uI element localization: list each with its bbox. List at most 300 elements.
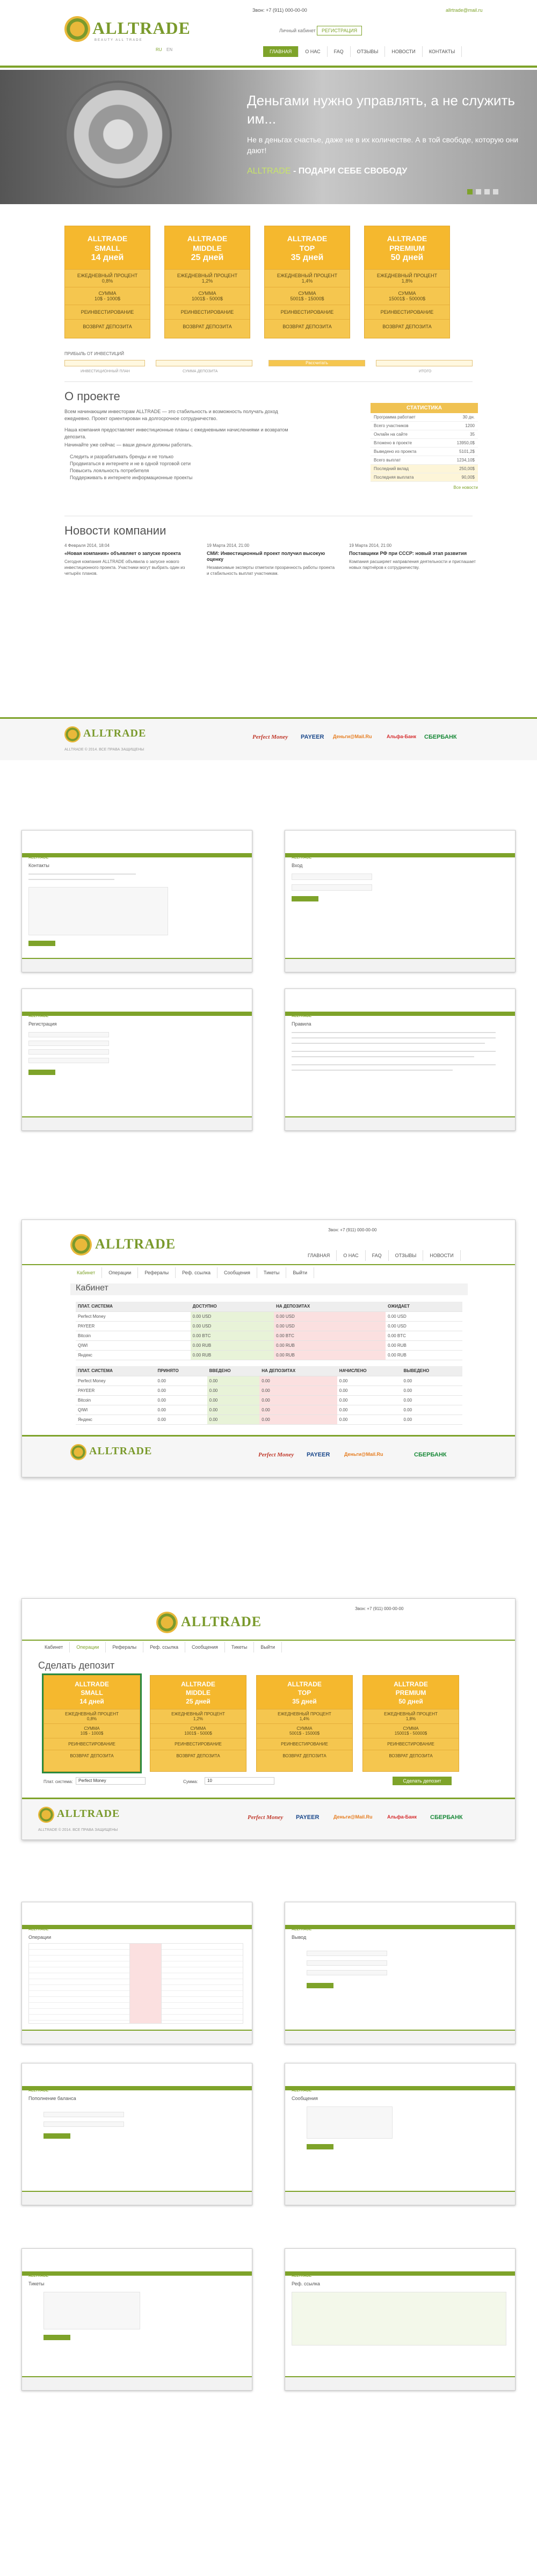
- table-cell: 0.00: [259, 1415, 337, 1424]
- header-phone: Звон: +7 (911) 000-00-00: [252, 8, 307, 13]
- sberbank-logo[interactable]: СБЕРБАНК: [424, 734, 457, 740]
- plan-card-small[interactable]: [43, 1675, 140, 1772]
- tab-operations[interactable]: Операции: [102, 1267, 138, 1278]
- table-row: [76, 1376, 462, 1386]
- table-cell: 0.00: [337, 1376, 402, 1386]
- thumb-title: Операции: [28, 1935, 52, 1940]
- thumb-rules[interactable]: [285, 988, 516, 1131]
- header-divider: [22, 1264, 516, 1265]
- table-cell: 0.00 USD: [386, 1311, 462, 1321]
- plan-rate-label: ЕЖЕДНЕВНЫЙ ПРОЦЕНТ: [277, 273, 338, 278]
- plan-name: MIDDLE: [193, 244, 222, 252]
- payeer-logo[interactable]: PAYEER: [296, 1814, 320, 1821]
- plan-sum-label: СУММА: [84, 1726, 100, 1731]
- plan-days: 35 дней: [292, 1698, 317, 1705]
- pay-system-label: Плат. система:: [43, 1779, 73, 1784]
- dengi-mail-logo[interactable]: Деньги@Mail.Ru: [333, 1814, 373, 1820]
- stats-row-value: 30 дн.: [462, 415, 475, 420]
- plan-brand: ALLTRADE: [394, 1680, 428, 1688]
- plan-refund: ВОЗВРАТ ДЕПОЗИТА: [65, 319, 150, 334]
- footer-copyright: ALLTRADE © 2014. ВСЕ ПРАВА ЗАЩИЩЕНЫ: [64, 748, 144, 752]
- hero-slogan-text: - ПОДАРИ СЕБЕ СВОБОДУ: [291, 167, 408, 176]
- logo-sun-icon: [64, 16, 90, 42]
- thumb-title: Тикеты: [28, 2281, 45, 2286]
- thumb-contacts[interactable]: [21, 830, 252, 972]
- stats-row-value: 1200: [465, 423, 475, 428]
- plan-reinvest: РЕИНВЕСТИРОВАНИЕ: [165, 305, 250, 319]
- table-cell: 0.00 RUB: [386, 1350, 462, 1360]
- news-text: Независимые эксперты отметили прозрачность работы проекта и стабильность выплат участникам.: [207, 565, 335, 576]
- about-bullet: Продвигаться в интернете и не в одной торговой сети: [70, 461, 191, 466]
- thumb-brand: ALLTRADE: [28, 856, 49, 860]
- footer-logo-text: ALLTRADE: [83, 727, 147, 739]
- footer-logo-icon: [70, 1444, 86, 1460]
- plan-refund: ВОЗВРАТ ДЕПОЗИТА: [150, 1750, 246, 1762]
- column-header: ПРИНЯТО: [155, 1366, 207, 1376]
- table-cell: QIWI: [76, 1405, 155, 1415]
- plan-card-top[interactable]: [256, 1675, 353, 1772]
- stats-row-value: 13950,0$: [456, 441, 475, 445]
- thumb-topup[interactable]: [21, 2063, 252, 2205]
- table-cell: 0.00 BTC: [274, 1331, 386, 1340]
- thumb-withdraw[interactable]: [285, 1902, 516, 2044]
- hero-title: Деньгами нужно управлять, а не служить им...: [247, 92, 515, 127]
- table-cell: 0.00: [207, 1386, 260, 1395]
- stats-row-value: 1234,10$: [456, 458, 475, 463]
- calc-result: [376, 360, 473, 366]
- stats-row-value: 90,00$: [461, 475, 475, 480]
- hero-banner: [0, 70, 537, 204]
- table-cell: PAYEER: [76, 1321, 191, 1331]
- plan-days: 14 дней: [79, 1698, 104, 1705]
- plan-reinvest: РЕИНВЕСТИРОВАНИЕ: [365, 305, 449, 319]
- plan-days: 50 дней: [390, 253, 424, 262]
- footer-logo-icon: [38, 1807, 54, 1823]
- plan-rate: 1,2%: [201, 278, 213, 284]
- cabinet-screenshot: [21, 1220, 516, 1477]
- perfect-money-logo[interactable]: Perfect Money: [248, 1814, 284, 1821]
- table-cell: Bitcoin: [76, 1395, 155, 1405]
- tab-logout[interactable]: Выйти: [254, 1642, 282, 1653]
- thumb-brand: ALLTRADE: [292, 2089, 312, 2093]
- plan-rate: 1,4%: [301, 278, 313, 284]
- plan-days: 25 дней: [186, 1698, 211, 1705]
- column-header: ВВЕДЕНО: [207, 1366, 260, 1376]
- plan-cards: [64, 226, 450, 338]
- news-headline[interactable]: «Новая компания» объявляет о запуске проекта: [64, 551, 181, 556]
- logo-text[interactable]: ALLTRADE: [181, 1614, 262, 1629]
- main-nav: [301, 1250, 461, 1261]
- tab-tickets[interactable]: Тикеты: [257, 1267, 286, 1278]
- table-header: [76, 1302, 462, 1311]
- table-cell: 0.00 USD: [191, 1321, 274, 1331]
- stats-row: [371, 439, 478, 448]
- payeer-logo[interactable]: PAYEER: [307, 1452, 330, 1458]
- plan-name: PREMIUM: [389, 244, 425, 252]
- slider-dots: [467, 189, 498, 194]
- table-cell: 0.00: [401, 1376, 462, 1386]
- plan-reinvest: РЕИНВЕСТИРОВАНИЕ: [65, 305, 150, 319]
- stats-row-label: Программа работает: [374, 415, 416, 420]
- table-cell: 0.00 RUB: [386, 1340, 462, 1350]
- table-cell: 0.00: [207, 1405, 260, 1415]
- plan-brand: ALLTRADE: [181, 1680, 215, 1688]
- table-cell: 0.00: [207, 1415, 260, 1424]
- thumb-register[interactable]: [21, 988, 252, 1131]
- plan-brand: ALLTRADE: [287, 1680, 322, 1688]
- divider: [64, 381, 473, 382]
- plan-card-premium[interactable]: [362, 1675, 459, 1772]
- plan-name: SMALL: [94, 244, 121, 252]
- plan-rate: 1,4%: [299, 1716, 310, 1721]
- plan-rate-label: ЕЖЕДНЕВНЫЙ ПРОЦЕНТ: [278, 1712, 331, 1716]
- footer-logo-text: ALLTRADE: [89, 1445, 153, 1457]
- column-header: НА ДЕПОЗИТАХ: [274, 1302, 386, 1311]
- plan-sum: 1001$ - 5000$: [184, 1731, 212, 1736]
- news-text: Сегодня компания ALLTRADE объявила о запуске нового инвестиционного проекта. Участники могут выбрать один из четырёх планов.: [64, 559, 185, 576]
- table-cell: 0.00: [155, 1415, 207, 1424]
- table-cell: 0.00 RUB: [191, 1340, 274, 1350]
- thumb-operations[interactable]: [21, 1902, 252, 2044]
- thumb-title: Контакты: [28, 863, 49, 868]
- table-cell: Perfect Money: [76, 1311, 191, 1321]
- footer-copyright: ALLTRADE © 2014. ВСЕ ПРАВА ЗАЩИЩЕНЫ: [38, 1828, 118, 1832]
- plan-sum-label: СУММА: [398, 291, 416, 296]
- news-item[interactable]: [207, 543, 336, 576]
- plan-card-middle[interactable]: [164, 226, 250, 338]
- plan-sum: 15001$ - 50000$: [388, 296, 426, 301]
- slider-dot[interactable]: [493, 189, 498, 194]
- table-cell: Bitcoin: [76, 1331, 191, 1340]
- plan-card-small[interactable]: [64, 226, 150, 338]
- perfect-money-logo[interactable]: Perfect Money: [252, 734, 288, 740]
- alfa-bank-logo[interactable]: Альфа-Банк: [387, 1814, 417, 1820]
- calc-label-total: ИТОГО: [419, 370, 432, 373]
- table-cell: 0.00: [155, 1395, 207, 1405]
- tab-ref-link[interactable]: Реф. ссылка: [176, 1267, 217, 1278]
- site-footer: [22, 1435, 516, 1477]
- about-section: [0, 405, 537, 720]
- nav-home[interactable]: ГЛАВНАЯ: [263, 46, 299, 57]
- plan-brand: ALLTRADE: [187, 234, 228, 243]
- thumb-title: Регистрация: [28, 1021, 57, 1027]
- table-cell: 0.00: [259, 1395, 337, 1405]
- plan-rate-label: ЕЖЕДНЕВНЫЙ ПРОЦЕНТ: [171, 1712, 225, 1716]
- stats-title: СТАТИСТИКА: [371, 403, 478, 413]
- plan-rate-label: ЕЖЕДНЕВНЫЙ ПРОЦЕНТ: [376, 273, 438, 278]
- stats-row: [371, 448, 478, 456]
- lang-ru[interactable]: RU: [156, 47, 162, 52]
- stats-row: [371, 413, 478, 422]
- login-link[interactable]: Личный кабинет: [279, 28, 316, 33]
- plan-rate: 0,8%: [86, 1716, 97, 1721]
- thumb-brand: ALLTRADE: [292, 2274, 312, 2278]
- register-button[interactable]: РЕГИСТРАЦИЯ: [317, 26, 362, 35]
- about-bullets: [70, 453, 301, 481]
- plan-days: 14 дней: [91, 253, 124, 262]
- table-cell: 0.00: [155, 1386, 207, 1395]
- tab-operations[interactable]: Операции: [70, 1642, 106, 1653]
- table-cell: 0.00: [259, 1376, 337, 1386]
- table-row: [76, 1331, 462, 1340]
- plan-rate: 1,8%: [401, 278, 413, 284]
- table-cell: PAYEER: [76, 1386, 155, 1395]
- thumb-brand: ALLTRADE: [292, 1014, 312, 1019]
- plan-rate-label: ЕЖЕДНЕВНЫЙ ПРОЦЕНТ: [177, 273, 238, 278]
- plan-reinvest: РЕИНВЕСТИРОВАНИЕ: [265, 305, 350, 319]
- stats-row-value: 35: [470, 432, 475, 437]
- plan-sum: 10$ - 1000$: [80, 1731, 104, 1736]
- table-cell: Яндекс: [76, 1350, 191, 1360]
- thumb-title: Пополнение баланса: [28, 2096, 76, 2101]
- plan-name: SMALL: [81, 1689, 103, 1697]
- logo-sun-icon: [70, 1234, 92, 1255]
- stats-row-label: Онлайн на сайте: [374, 432, 408, 437]
- plan-brand: ALLTRADE: [287, 234, 328, 243]
- tab-messages[interactable]: Сообщения: [185, 1642, 225, 1653]
- thumb-title: Вывод: [292, 1935, 307, 1940]
- about-title: О проекте: [64, 389, 120, 403]
- slider-dot[interactable]: [484, 189, 490, 194]
- sberbank-logo[interactable]: СБЕРБАНК: [414, 1452, 447, 1458]
- tab-cabinet[interactable]: Кабинет: [38, 1642, 70, 1653]
- make-deposit-button[interactable]: Сделать депозит: [393, 1777, 452, 1785]
- thumb-title: Реф. ссылка: [292, 2281, 320, 2286]
- plan-card-top[interactable]: [264, 226, 350, 338]
- plan-refund: ВОЗВРАТ ДЕПОЗИТА: [365, 319, 449, 334]
- thumb-brand: ALLTRADE: [28, 2274, 49, 2278]
- plan-refund: ВОЗВРАТ ДЕПОЗИТА: [265, 319, 350, 334]
- thumb-tickets[interactable]: [21, 2248, 252, 2391]
- plan-name: MIDDLE: [186, 1689, 211, 1697]
- table-cell: 0.00 RUB: [191, 1350, 274, 1360]
- plan-reinvest: РЕИНВЕСТИРОВАНИЕ: [363, 1738, 459, 1750]
- plan-brand: ALLTRADE: [75, 1680, 109, 1688]
- thumb-title: Вход: [292, 863, 303, 868]
- header-divider: [0, 66, 537, 68]
- plan-rate: 1,2%: [193, 1716, 204, 1721]
- nav-contacts[interactable]: КОНТАКТЫ: [423, 46, 462, 57]
- table-cell: Яндекс: [76, 1415, 155, 1424]
- table-cell: 0.00: [259, 1405, 337, 1415]
- deposit-screenshot: [21, 1598, 516, 1840]
- table-cell: 0.00: [207, 1376, 260, 1386]
- thumb-ref-link[interactable]: [285, 2248, 516, 2391]
- thumb-messages[interactable]: [285, 2063, 516, 2205]
- lang-en[interactable]: EN: [166, 47, 173, 52]
- news-item[interactable]: [349, 543, 478, 571]
- stats-row-label: Последняя выплата: [374, 475, 414, 480]
- plan-card-middle[interactable]: [150, 1675, 246, 1772]
- nav-home[interactable]: ГЛАВНАЯ: [301, 1250, 337, 1261]
- table-cell: 0.00: [401, 1386, 462, 1395]
- header-phone: Звон: +7 (911) 000-00-00: [355, 1606, 404, 1611]
- news-date: 19 Марта 2014, 21:00: [207, 543, 250, 548]
- alfa-bank-logo[interactable]: Альфа-Банк: [387, 734, 417, 739]
- footer-logo-icon: [64, 726, 81, 742]
- column-header: ОЖИДАЕТ: [386, 1302, 462, 1311]
- news-date: 4 Февраля 2014, 18:04: [64, 543, 110, 548]
- plan-reinvest: РЕИНВЕСТИРОВАНИЕ: [44, 1738, 140, 1750]
- plan-sum-label: СУММА: [296, 1726, 313, 1731]
- nav-news[interactable]: НОВОСТИ: [423, 1250, 460, 1261]
- about-bullet: Повысить лояльность потребителя: [70, 468, 149, 473]
- nav-faq[interactable]: FAQ: [328, 46, 351, 57]
- plan-name: PREMIUM: [395, 1689, 426, 1697]
- tab-messages[interactable]: Сообщения: [217, 1267, 257, 1278]
- thumb-title: Сообщения: [292, 2096, 318, 2101]
- plan-sum: 15001$ - 50000$: [394, 1731, 427, 1736]
- stats-panel: [371, 403, 478, 490]
- plan-rate: 1,8%: [405, 1716, 416, 1721]
- dengi-mail-logo[interactable]: Деньги@Mail.Ru: [333, 734, 372, 739]
- stats-table: [76, 1366, 462, 1425]
- plan-rate-label: ЕЖЕДНЕВНЫЙ ПРОЦЕНТ: [384, 1712, 438, 1716]
- stats-row-label: Всего участников: [374, 423, 409, 428]
- stats-row: [371, 473, 478, 482]
- sberbank-logo[interactable]: СБЕРБАНК: [430, 1814, 463, 1821]
- table-row: [76, 1395, 462, 1405]
- table-cell: 0.00 BTC: [386, 1331, 462, 1340]
- plan-name: TOP: [299, 244, 315, 252]
- nav-faq[interactable]: FAQ: [366, 1250, 389, 1261]
- cabinet-tabs: [38, 1642, 282, 1653]
- plan-refund: ВОЗВРАТ ДЕПОЗИТА: [257, 1750, 352, 1762]
- nav-news[interactable]: НОВОСТИ: [385, 46, 422, 57]
- plan-refund: ВОЗВРАТ ДЕПОЗИТА: [44, 1750, 140, 1762]
- table-header: [76, 1366, 462, 1376]
- about-p3: Начинайте уже сейчас — ваши деньги должны работать.: [64, 442, 193, 448]
- plan-days: 50 дней: [398, 1698, 423, 1705]
- nav-reviews[interactable]: ОТЗЫВЫ: [389, 1250, 424, 1261]
- column-header: ПЛАТ. СИСТЕМА: [76, 1366, 155, 1376]
- plan-sum-label: СУММА: [403, 1726, 419, 1731]
- stats-row-label: Вложено в проекте: [374, 441, 412, 445]
- thumb-brand: ALLTRADE: [28, 1014, 49, 1019]
- dengi-mail-logo[interactable]: Деньги@Mail.Ru: [344, 1452, 383, 1457]
- stats-row: [371, 430, 478, 439]
- news-headline[interactable]: СМИ: Инвестиционный проект получил высокую оценку: [207, 551, 325, 562]
- plan-sum-label: СУММА: [190, 1726, 206, 1731]
- plan-refund: ВОЗВРАТ ДЕПОЗИТА: [165, 319, 250, 334]
- table-cell: 0.00 USD: [274, 1311, 386, 1321]
- column-header: ДОСТУПНО: [191, 1302, 274, 1311]
- plan-reinvest: РЕИНВЕСТИРОВАНИЕ: [150, 1738, 246, 1750]
- table-cell: 0.00: [337, 1405, 402, 1415]
- news-item[interactable]: [64, 543, 193, 576]
- nav-about[interactable]: О НАС: [299, 46, 327, 57]
- stats-row-label: Последний вклад: [374, 466, 409, 471]
- about-p2: Наша компания предоставляет инвестиционные планы с ежедневными начислениями и возвратом депозита.: [64, 427, 288, 439]
- header-email[interactable]: allrtrade@mail.ru: [446, 8, 483, 13]
- footer-logo-text: ALLTRADE: [57, 1808, 120, 1820]
- column-header: НАЧИСЛЕНО: [337, 1366, 402, 1376]
- site-footer: [22, 1798, 516, 1840]
- plan-sum-label: СУММА: [198, 291, 216, 296]
- table-cell: 0.00: [155, 1405, 207, 1415]
- plan-sum: 10$ - 1000$: [94, 296, 121, 301]
- column-header: ПЛАТ. СИСТЕМА: [76, 1302, 191, 1311]
- table-row: [76, 1350, 462, 1360]
- balance-table: [76, 1302, 462, 1360]
- tab-referrals[interactable]: Рефералы: [106, 1642, 143, 1653]
- tab-ref-link[interactable]: Реф. ссылка: [143, 1642, 185, 1653]
- slider-dot[interactable]: [467, 189, 473, 194]
- table-cell: 0.00 USD: [191, 1311, 274, 1321]
- thumb-title: Правила: [292, 1021, 311, 1027]
- nav-reviews[interactable]: ОТЗЫВЫ: [351, 46, 386, 57]
- table-row: [76, 1321, 462, 1331]
- payeer-logo[interactable]: PAYEER: [301, 734, 324, 740]
- about-bullet: Поддерживать в интернете информационные проекты: [70, 475, 193, 480]
- news-headline[interactable]: Поставщики РФ при СССР: новый этап развития: [349, 551, 467, 556]
- perfect-money-logo[interactable]: Perfect Money: [258, 1452, 294, 1458]
- plan-name: TOP: [297, 1689, 311, 1697]
- stats-row-value: 250,00$: [459, 466, 475, 471]
- slider-dot[interactable]: [476, 189, 481, 194]
- tab-logout[interactable]: Выйти: [286, 1267, 314, 1278]
- thumb-login[interactable]: [285, 830, 516, 972]
- calc-amount-input[interactable]: [156, 360, 252, 366]
- stats-row-label: Выведено из проекта: [374, 449, 417, 454]
- table-cell: 0.00: [401, 1415, 462, 1424]
- plan-brand: ALLTRADE: [387, 234, 427, 243]
- logo-text[interactable]: ALLTRADE: [95, 1236, 176, 1252]
- tab-cabinet[interactable]: Кабинет: [70, 1267, 102, 1278]
- cabinet-tabs: [70, 1267, 314, 1278]
- logo-sun-icon: [156, 1612, 178, 1633]
- stats-row: [371, 465, 478, 473]
- table-cell: 0.00 BTC: [191, 1331, 274, 1340]
- table-cell: 0.00: [337, 1395, 402, 1405]
- table-cell: 0.00: [401, 1395, 462, 1405]
- plan-sum-label: СУММА: [98, 291, 117, 296]
- plan-rate-label: ЕЖЕДНЕВНЫЙ ПРОЦЕНТ: [77, 273, 138, 278]
- calc-plan-select[interactable]: [64, 360, 145, 366]
- deposit-title: Сделать депозит: [38, 1660, 115, 1671]
- plan-sum: 5001$ - 15000$: [289, 1731, 320, 1736]
- thumb-brand: ALLTRADE: [28, 1928, 49, 1932]
- plan-refund: ВОЗВРАТ ДЕПОЗИТА: [363, 1750, 459, 1762]
- tab-tickets[interactable]: Тикеты: [225, 1642, 254, 1653]
- stats-row-label: Всего выплат: [374, 458, 401, 463]
- calc-title: ПРИБЫЛЬ ОТ ИНВЕСТИЦИЙ: [64, 351, 124, 356]
- plan-card-premium[interactable]: [364, 226, 450, 338]
- calc-label-plan: ИНВЕСТИЦИОННЫЙ ПЛАН: [81, 370, 130, 373]
- nav-about[interactable]: О НАС: [337, 1250, 365, 1261]
- thumb-brand: ALLTRADE: [292, 856, 312, 860]
- pay-system-select[interactable]: Perfect Money: [76, 1777, 146, 1785]
- logo-text[interactable]: ALLTRADE: [92, 18, 191, 38]
- plan-sum: 1001$ - 5000$: [191, 296, 223, 301]
- thumb-brand: ALLTRADE: [292, 1928, 312, 1932]
- column-header: НА ДЕПОЗИТАХ: [259, 1366, 337, 1376]
- stats-more-link[interactable]: Все новости: [453, 485, 478, 490]
- calc-button[interactable]: Рассчитать: [268, 360, 365, 366]
- amount-input[interactable]: 10: [205, 1777, 274, 1785]
- cabinet-title: Кабинет: [76, 1283, 108, 1293]
- stats-row-value: 5101,2$: [459, 449, 475, 454]
- tab-referrals[interactable]: Рефералы: [138, 1267, 176, 1278]
- plan-brand: ALLTRADE: [87, 234, 128, 243]
- news-title: Новости компании: [64, 524, 166, 537]
- table-cell: 0.00 USD: [274, 1321, 386, 1331]
- stats-rows: [371, 413, 478, 482]
- table-cell: 0.00: [155, 1376, 207, 1386]
- hero-subtitle: Не в деньгах счастье, даже не в их количестве. А в той свободе, которую они дают!: [247, 135, 519, 155]
- table-row: [76, 1405, 462, 1415]
- thumb-brand: ALLTRADE: [28, 2089, 49, 2093]
